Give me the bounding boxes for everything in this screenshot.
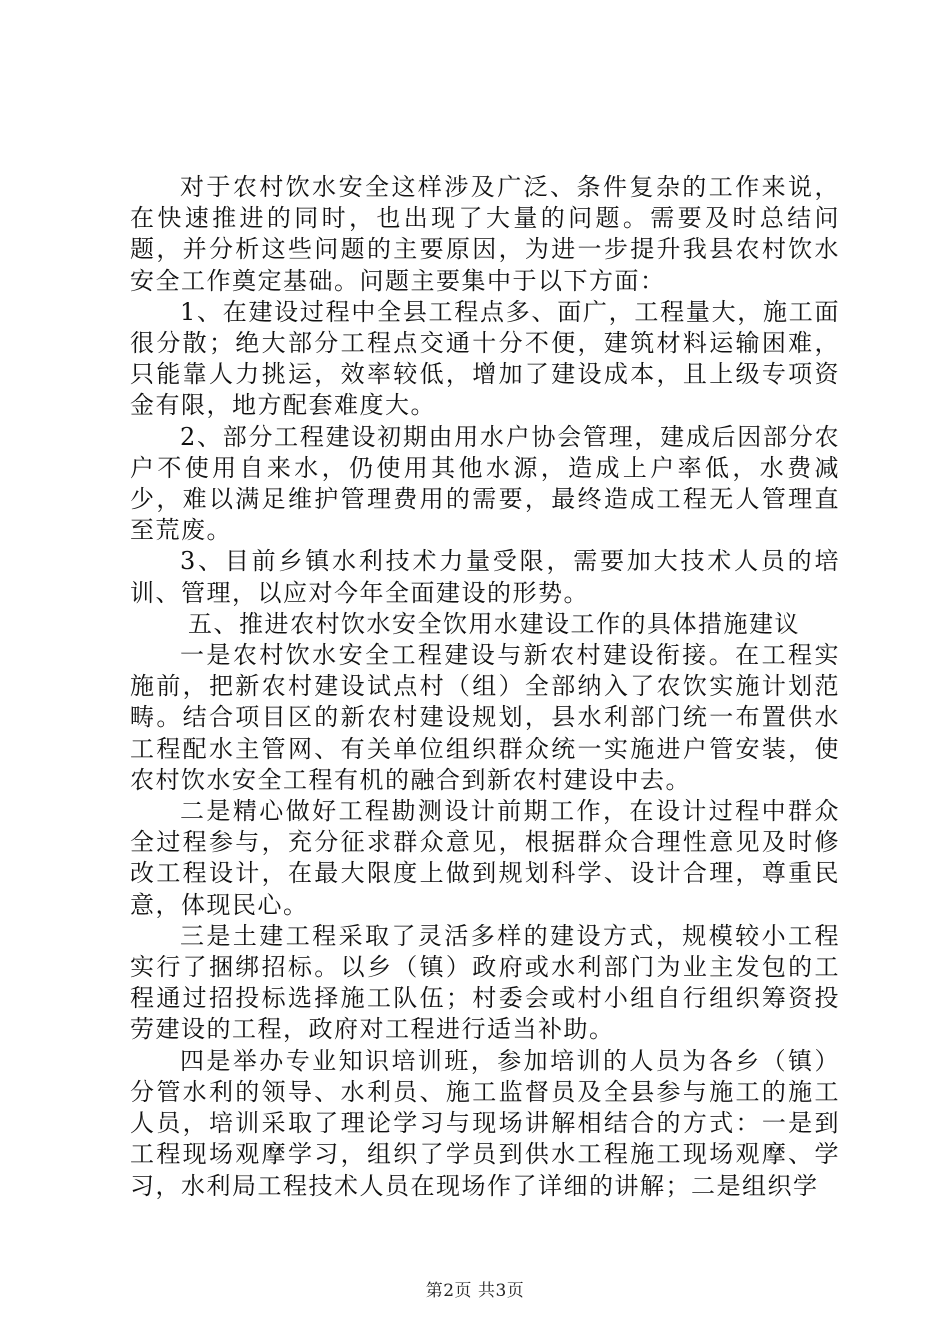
paragraph-problem-1: 1、在建设过程中全县工程点多、面广，工程量大，施工面很分散；绝大部分工程点交通十分不便，建筑材料运输困难，只能靠人力挑运，效率较低，增加了建设成本，且上级专项资金有限，地方配套难度大。 — [130, 297, 840, 420]
paragraph-measure-4: 四是举办专业知识培训班，参加培训的人员为各乡（镇）分管水利的领导、水利员、施工监督员及全县参与施工的施工人员，培训采取了理论学习与现场讲解相结合的方式：一是到工程现场观摩学习，组织了学员到供水工程施工现场观摩、学习，水利局工程技术人员在现场作了详细的讲解；二是组织学 — [130, 1046, 840, 1200]
page-number-footer: 第2页 共3页 — [425, 1281, 525, 1301]
paragraph-intro: 对于农村饮水安全这样涉及广泛、条件复杂的工作来说，在快速推进的同时，也出现了大量的问题。需要及时总结问题，并分析这些问题的主要原因，为进一步提升我县农村饮水安全工作奠定基础。问题主要集中于以下方面： — [130, 173, 840, 295]
paragraph-measure-3: 三是土建工程采取了灵活多样的建设方式，规模较小工程实行了捆绑招标。以乡（镇）政府或水利部门为业主发包的工程通过招投标选择施工队伍；村委会或村小组自行组织筹资投劳建设的工程，政府对工程进行适当补助。 — [130, 921, 840, 1044]
document-body — [130, 172, 840, 1202]
paragraph-problem-3: 3、目前乡镇水利技术力量受限，需要加大技术人员的培训、管理，以应对今年全面建设的形势。 — [130, 547, 840, 607]
section-heading: 五、推进农村饮水安全饮用水建设工作的具体措施建议 — [188, 609, 800, 638]
paragraph-problem-2: 2、部分工程建设初期由用水户协会管理，建成后因部分农户不使用自来水，仍使用其他水源，造成上户率低，水费减少，难以满足维护管理费用的需要，最终造成工程无人管理直至荒废。 — [130, 422, 840, 545]
paragraph-measure-1: 一是农村饮水安全工程建设与新农村建设衔接。在工程实施前，把新农村建设试点村（组）全部纳入了农饮实施计划范畴。结合项目区的新农村建设规划，县水利部门统一布置供水工程配水主管网、有关单位组织群众统一实施进户管安装，使农村饮水安全工程有机的融合到新农村建设中去。 — [130, 641, 840, 794]
paragraph-measure-2: 二是精心做好工程勘测设计前期工作，在设计过程中群众全过程参与，充分征求群众意见，根据群众合理性意见及时修改工程设计，在最大限度上做到规划科学、设计合理，尊重民意，体现民心。 — [130, 797, 840, 919]
